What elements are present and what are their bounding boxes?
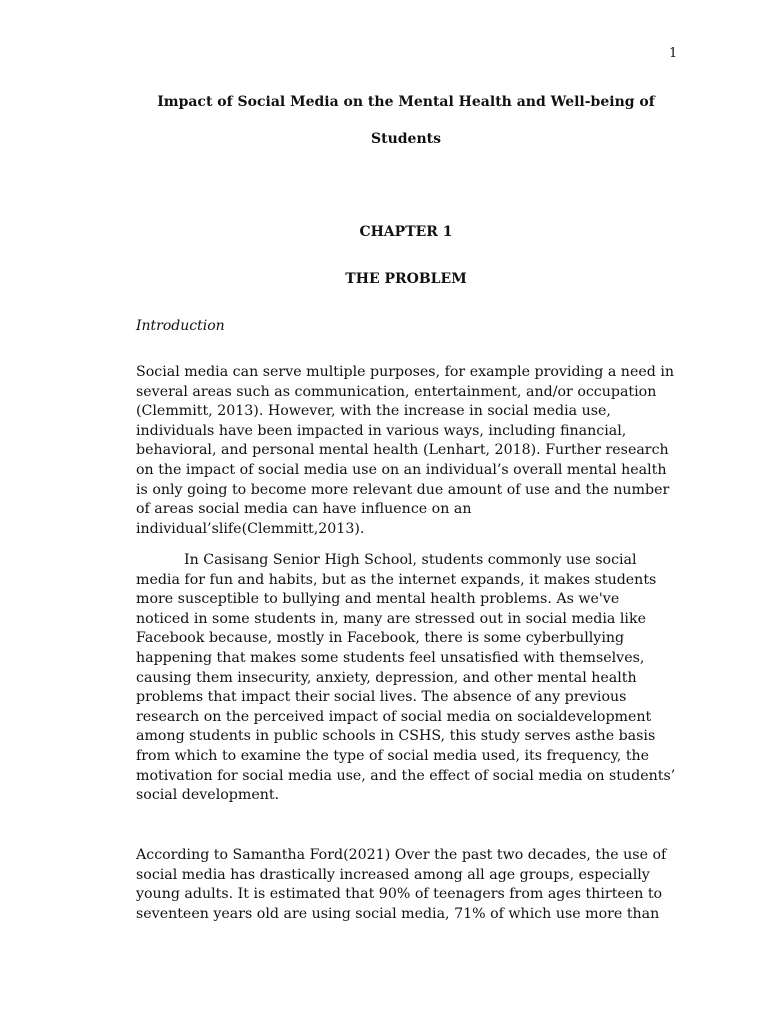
paragraph-ford: According to Samantha Ford(2021) Over the past two decades, the use of social media has drastically increased among all age groups, especially young adults. It is estimated that 90% of teenagers from ages thirteen to seventeen years old are using social media, 71% of which use more than — [136, 847, 667, 922]
paragraph-intro: Social media can serve multiple purposes, for example providing a need in several areas such as communication, entertainment, and/or occupation (Clemmitt, 2013). However, with the increase in social media use, individuals have been impacted in various ways, including financial, behavioral, and personal mental health (Lenhart, 2018). Further research on the impact of social media use on an individual’s overall mental health is only going to become more relevant due amount of use and the number of areas social media can have influence on an individual’slife(Clemmitt,2013). — [136, 364, 675, 537]
paper-title-line-2: Students — [371, 131, 441, 147]
paper-title-line-1: Impact of Social Media on the Mental Health and Well-being of — [157, 94, 655, 110]
subsection-heading: Introduction — [136, 318, 225, 334]
page-number: 1 — [669, 46, 678, 61]
paragraph-casisang: In Casisang Senior High School, students commonly use social media for fun and habits, but as the internet expands, it makes students more susceptible to bullying and mental health problems. As we've noticed in some students in, many are stressed out in social media like Facebook because, mostly in Facebook, there is some cyberbullying happening that makes some students feel unsatisfied with themselves, causing them insecurity, anxiety, depression, and other mental health problems that impact their social lives. The absence of any previous research on the perceived impact of social media on socialdevelopment among students in public schools in CSHS, this study serves asthe basis from which to examine the type of social media used, its frequency, the motivation for social media use, and the effect of social media on students’ social development. — [136, 552, 676, 804]
section-heading: THE PROBLEM — [345, 271, 467, 287]
chapter-heading: CHAPTER 1 — [359, 224, 453, 240]
